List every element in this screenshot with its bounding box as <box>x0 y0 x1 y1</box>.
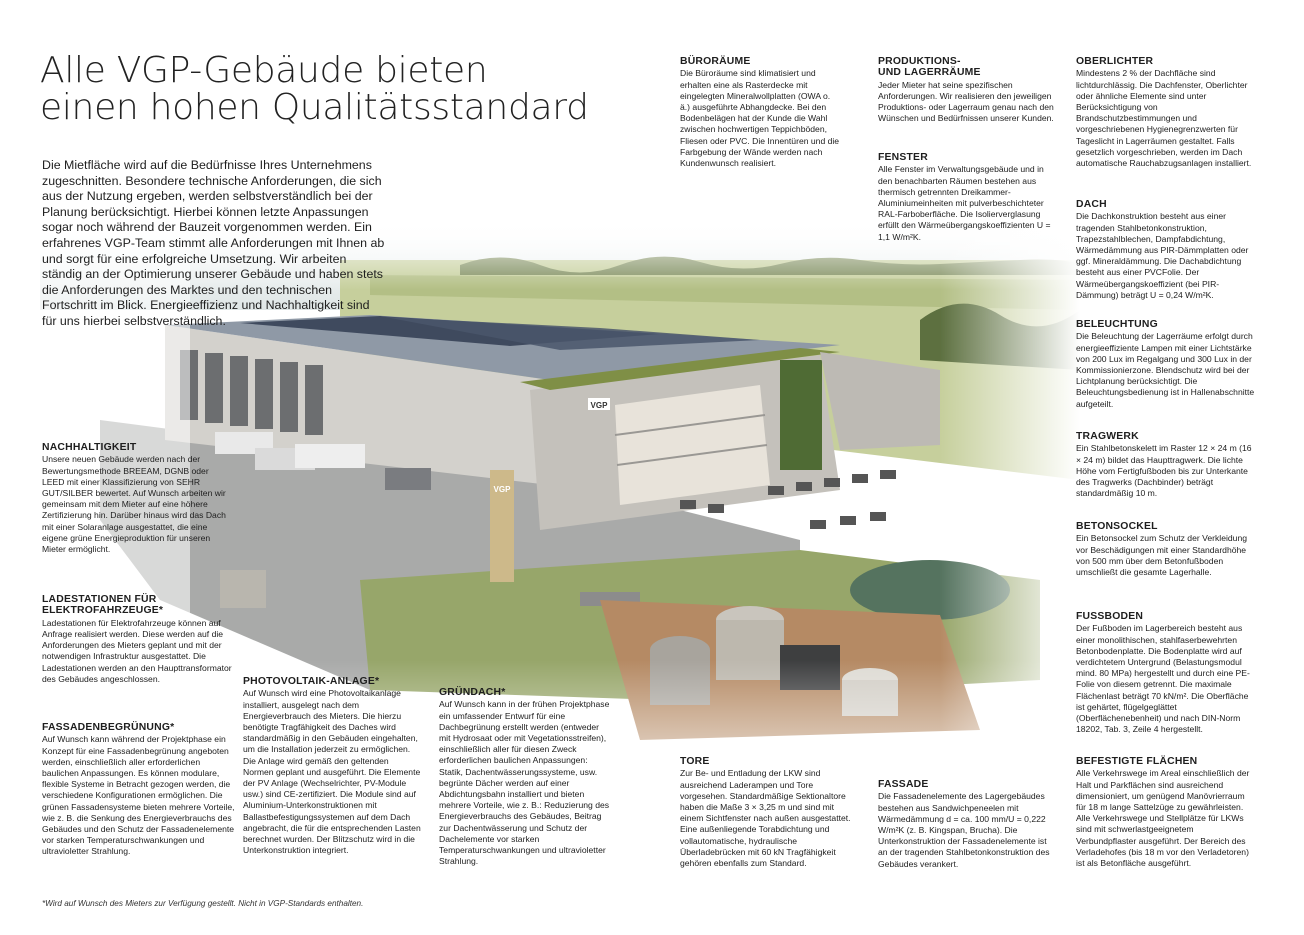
section-produktion <box>878 56 1056 125</box>
section-tore <box>680 756 856 869</box>
section-title: FENSTER <box>878 152 928 163</box>
section-nachhaltigkeit <box>42 442 232 555</box>
section-text: Jeder Mieter hat seine spezifischen Anforderungen. Wir realisieren den jeweiligen Produktions- oder Lagerraum genau nach den Wünschen und Bedürfnissen unserer Kunden. <box>878 79 1054 124</box>
title-line-2: ELEKTROFAHRZEUGE* <box>42 605 164 617</box>
section-title: TRAGWERK <box>1076 431 1139 442</box>
section-text: Der Fußboden im Lagerbereich besteht aus einer monolithischen, stahlfaserbewehrten Betonbodenplatte. Die Bodenplatte wird auf verdichtetem Untergrund (Belastungsmodul mind. 80 MPa) hergestellt und durch eine PE-Folie von diesem getrennt. Die maximale Flächenlast beträgt 70 kN/m². Die Oberfläche ist gehärtet, flügelgeglättet (Oberflächenebenheit) und nach DIN-Norm 18202, Tab. 3, Zeile 4 hergestellt. <box>1076 623 1250 735</box>
section-text: Unsere neuen Gebäude werden nach der Bewertungsmethode BREEAM, DGNB oder LEED mit einer Klassifizierung von SEHR GUT/SILBER bewertet. Auf Wunsch arbeiten wir gemeinsam mit dem Mieter auf eine höhere Zertifizierung hin. Darüber hinaus wird das Dach mit einer Solaranlage ausgestattet, die eine eigene grüne Energieproduktion für unseren Mieter ermöglicht. <box>42 454 226 555</box>
section-title: BETONSOCKEL <box>1076 521 1158 532</box>
page-heading <box>40 52 589 126</box>
section-title: FUSSBODEN <box>1076 611 1144 622</box>
section-title: BÜRORÄUME <box>680 56 751 67</box>
section-text: Die Fassadenelemente des Lagergebäudes bestehen aus Sandwichpeneelen mit Wärmedämmung d = ca. 100 mm/U = 0,222 W/m²K (z. B. Kingspan, Brucha). Die Unterkonstruktion der Fassadenelemente ist an der tragenden Stahlbetonkonstruktion des Gebäudes verankert. <box>878 791 1050 869</box>
heading-line-2: einen hohen Qualitätsstandard <box>40 87 589 128</box>
section-text: Auf Wunsch kann in der frühen Projektphase ein umfassender Entwurf für eine Dachbegrünung erstellt werden (entweder mit Hydrosaat oder mit Vegetationsstreifen), einschließlich aller für diesen Zweck erforderlichen baulichen Anpassungen: Statik, Dachentwässerungssysteme, usw. begrünte Dächer werden auf einer Abdichtungsbahn installiert und bieten mehrere Vorteile, wie z. B.: Reduzierung des Energieverbrauchs des Gebäudes, Beitrag zur Dachentwässerung und Schutz der Dachelemente vor starken Temperaturschwankungen und ultravioletter Strahlung. <box>439 699 610 867</box>
section-text: Ein Betonsockel zum Schutz der Verkleidung vor Beschädigungen mit einer Standardhöhe von 500 mm über dem Betonfußboden umschließt die gesamte Lagerhalle. <box>1076 533 1248 578</box>
section-photovoltaik <box>243 676 421 856</box>
section-title: DACH <box>1076 199 1107 210</box>
section-dach <box>1076 199 1256 301</box>
footnote: *Wird auf Wunsch des Mieters zur Verfügung gestellt. Nicht in VGP-Standards enthalten. <box>42 899 364 908</box>
section-title: OBERLICHTER <box>1076 56 1154 67</box>
section-title: NACHHALTIGKEIT <box>42 442 137 453</box>
section-title: BEFESTIGTE FLÄCHEN <box>1076 756 1198 767</box>
section-text: Die Beleuchtung der Lagerräume erfolgt durch energieeffiziente Lampen mit einer Lichtstärke von 200 Lux im Regalgang und 300 Lux in der Kommissionierzone. Blendschutz wird bei der Lichtplanung berücksichtigt. Die Beleuchtungsbedienung ist in Hallenabschnitte aufgeteilt. <box>1076 331 1255 409</box>
section-title: GRÜNDACH* <box>439 687 506 698</box>
section-text: Auf Wunsch kann während der Projektphase ein Konzept für eine Fassadenbegrünung angeboten werden, einschließlich aller erforderlichen baulichen Anpassungen. Es können modulare, flexible Systeme in Betracht gezogen werden, die verschiedene Konfigurationen ermöglichen. Die grünen Fassadensysteme bieten mehrere Vorteile, wie z. B. die Senkung des Energieverbrauchs des Gebäudes und den Schutz der Fassadenelemente vor starken Temperaturschwankungen und ultravioletter Strahlung. <box>42 734 235 857</box>
section-title: FASSADE <box>878 779 929 790</box>
section-title <box>878 56 1056 79</box>
section-fassadenbegruenung <box>42 722 238 858</box>
section-title: BELEUCHTUNG <box>1076 319 1158 330</box>
section-fussboden <box>1076 611 1256 735</box>
office-cutaway <box>615 385 770 505</box>
section-text: Zur Be- und Entladung der LKW sind ausreichend Laderampen und Tore vorgesehen. Standardmäßige Sektionaltore haben die Maße 3 × 3,25 m und sind mit einem Sichtfenster nach außen ausgestattet. Eine außenliegende Torabdichtung und vollautomatische, hydraulische Überladebrücken mit 60 kN Tragfähigkeit gehören ebenfalls zum Standard. <box>680 768 851 869</box>
title-line-1: PRODUKTIONS- <box>878 56 961 67</box>
section-title: TORE <box>680 756 710 767</box>
section-text: Alle Verkehrswege im Areal einschließlich der Halt und Parkflächen sind ausreichend dimensioniert, um genügend Manövrierraum für 18 m lange Sattelzüge zu gewährleisten. Alle Verkehrswege und Stellplätze für LKWs sind mit schwerlastgeeignetem Verbundpflaster ausgeführt. Der Bereich des Verladehofes (bis 18 m vor den Verladetoren) ist als Betonfläche ausgeführt. <box>1076 768 1250 869</box>
section-fenster <box>878 152 1056 243</box>
section-text: Alle Fenster im Verwaltungsgebäude und in den benachbarten Räumen bestehen aus thermisch getrennten Dreikammer- Aluminiumeinheiten mit pulverbeschichteter RAL-Farboberfläche. Die Isolierverglasung erfüllt den Wärmeübergangskoeffizienten U = 1,1 W/m²K. <box>878 164 1051 242</box>
section-gruendach <box>439 687 611 867</box>
section-text: Ladestationen für Elektrofahrzeuge können auf Anfrage realisiert werden. Diese werden auf die Anforderungen des Mieters geplant und mit der notwendigen Infrastruktur ausgestattet. Die Ladestationen werden an den Haupttransformator des Gebäudes angeschlossen. <box>42 617 232 684</box>
section-ladestationen <box>42 594 240 685</box>
section-fassade <box>878 779 1058 870</box>
section-text: Die Dachkonstruktion besteht aus einer tragenden Stahlbetonkonstruktion, Trapezstahlblechen, Dampfabdichtung, Wärmedämmung aus PIR-Dämmplatten oder ggf. Mineraldämmung. Die Dachabdichtung besteht aus einer PVCFolie. Der Wärmeübergangskoeffizient (bei PIR-Dämmung) beträgt U = 0,24 W/m²K. <box>1076 211 1249 300</box>
section-title: FASSADENBEGRÜNUNG* <box>42 722 175 733</box>
section-text: Mindestens 2 % der Dachfläche sind lichtdurchlässig. Die Dachfenster, Oberlichter oder ähnliche Elemente sind unter Berücksichtigung von Brandschutzbestimmungen und vorgeschriebenen Hygienegrenzwerten für Tageslicht in Lagerräumen gestaltet. Falls gesetzlich vorgeschrieben, werden im Dach automatische Rauchabzugsanlagen installiert. <box>1076 68 1252 169</box>
section-oberlichter <box>1076 56 1256 169</box>
section-title: PHOTOVOLTAIK-ANLAGE* <box>243 676 380 687</box>
section-text: Auf Wunsch wird eine Photovoltaikanlage installiert, ausgelegt nach dem Energieverbrauch des Mieters. Die hierzu benötigte Tragfähigkeit des Daches wird standardmäßig in den Gebäuden eingehalten, um die Installation jederzeit zu ermöglichen. Die Anlage wird gemäß den geltenden Normen geplant und ausgeführt. Die Elemente der PV Anlage (Wechselrichter, PV-Module usw.) sind CE-zertifiziert. Die Module sind auf Aluminium-Unterkonstruktionen mit Ballastbefestigungssystemen auf dem Dach angebracht, die für die entsprechenden Lasten berechnet wurden. Der Blitzschutz wird in die Unterkonstruktion integriert. <box>243 688 421 856</box>
section-text: Die Büroräume sind klimatisiert und erhalten eine als Rasterdecke mit eingelegten Mineralwollplatten (OWA o. ä.) ausgeführte Abhangdecke. Bei den Bodenbelägen hat der Kunde die Wahl zwischen hochwertigen Teppichböden, Fliesen oder PVC. Die Innentüren und die Farbgebung der Wände werden nach Kundenwunsch realisiert. <box>680 68 840 169</box>
building-sign-label: VGP <box>590 401 608 410</box>
vgp-pylon-label: VGP <box>493 485 511 494</box>
intro-paragraph: Die Mietfläche wird auf die Bedürfnisse Ihres Unternehmens zugeschnitten. Besondere technische Anforderungen, die sich aus der Nutzung ergeben, werden selbstverständlich bei der Planung berücksichtigt. Hierbei können letzte Anpassungen sogar noch während der Bauzeit vorgenommen werden. Ein erfahrenes VGP-Team stimmt alle Anforderungen mit Ihnen ab und sorgt für eine erfolgreiche Umsetzung. Wir arbeiten ständig an der Optimierung unserer Gebäude und haben stets die Anforderungen des Marktes und den technischen Fortschritt im Blick. Energieeffizienz und Nachhaltigkeit sind für uns hierbei selbstverständlich. <box>42 158 385 328</box>
section-bueroraeume <box>680 56 842 169</box>
heading-line-1: Alle VGP-Gebäude bieten <box>40 50 488 91</box>
section-tragwerk <box>1076 431 1256 499</box>
title-line-2: UND LAGERRÄUME <box>878 67 981 79</box>
green-wall <box>780 360 822 470</box>
section-befestigte-flaechen <box>1076 756 1256 869</box>
section-betonsockel <box>1076 521 1256 578</box>
section-beleuchtung <box>1076 319 1256 410</box>
title-line-1: LADESTATIONEN FÜR <box>42 594 157 605</box>
section-text: Ein Stahlbetonskelett im Raster 12 × 24 m (16 × 24 m) bildet das Haupttragwerk. Die lichte Höhe vom Fertigfußboden bis zur Unterkante des Tragwerks (Dachbinder) beträgt standardmäßig 10 m. <box>1076 443 1252 499</box>
section-title <box>42 594 240 617</box>
